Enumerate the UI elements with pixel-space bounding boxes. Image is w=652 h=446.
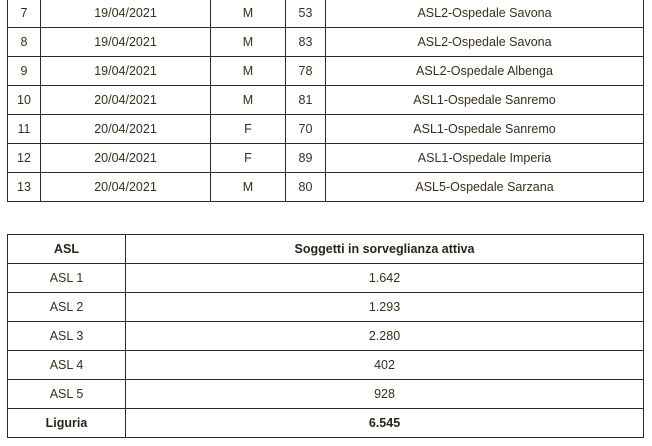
age-cell: 53 [286,0,326,28]
table-row [8,144,644,173]
total-label-cell: Liguria [8,409,126,438]
age-cell: 70 [286,115,326,144]
date-cell: 19/04/2021 [41,57,211,86]
subjects-value-cell: 1.293 [126,293,644,322]
sex-cell: M [211,57,286,86]
table-row [8,28,644,57]
sex-cell: M [211,173,286,202]
subjects-value-cell: 928 [126,380,644,409]
row-number-cell: 13 [8,173,41,202]
date-cell: 20/04/2021 [41,173,211,202]
date-cell: 19/04/2021 [41,0,211,28]
age-cell: 80 [286,173,326,202]
place-cell: ASL1-Ospedale Sanremo [326,115,644,144]
age-cell: 83 [286,28,326,57]
place-cell: ASL2-Ospedale Savona [326,0,644,28]
table-row [8,115,644,144]
asl-cell: ASL 2 [8,293,126,322]
surveillance-table [7,234,644,438]
row-number-cell: 7 [8,0,41,28]
header-asl: ASL [8,235,126,264]
row-number-cell: 8 [8,28,41,57]
place-cell: ASL5-Ospedale Sarzana [326,173,644,202]
place-cell: ASL1-Ospedale Imperia [326,144,644,173]
header-subjects: Soggetti in sorveglianza attiva [126,235,644,264]
date-cell: 19/04/2021 [41,28,211,57]
date-cell: 20/04/2021 [41,144,211,173]
table-row [8,57,644,86]
place-cell: ASL1-Ospedale Sanremo [326,86,644,115]
sex-cell: F [211,144,286,173]
table-row [8,322,644,351]
subjects-value-cell: 402 [126,351,644,380]
subjects-value-cell: 1.642 [126,264,644,293]
age-cell: 78 [286,57,326,86]
row-number-cell: 11 [8,115,41,144]
age-cell: 81 [286,86,326,115]
asl-cell: ASL 4 [8,351,126,380]
row-number-cell: 10 [8,86,41,115]
age-cell: 89 [286,144,326,173]
table-row [8,173,644,202]
table-row [8,86,644,115]
subjects-value-cell: 2.280 [126,322,644,351]
asl-cell: ASL 3 [8,322,126,351]
asl-cell: ASL 5 [8,380,126,409]
date-cell: 20/04/2021 [41,115,211,144]
sex-cell: M [211,86,286,115]
sex-cell: M [211,28,286,57]
place-cell: ASL2-Ospedale Savona [326,28,644,57]
deaths-table [7,0,644,202]
total-value-cell: 6.545 [126,409,644,438]
table-row [8,380,644,409]
table-row [8,293,644,322]
table-header-row [8,235,644,264]
row-number-cell: 9 [8,57,41,86]
table-row [8,351,644,380]
table-row [8,264,644,293]
table-row [8,0,644,28]
total-row [8,409,644,438]
place-cell: ASL2-Ospedale Albenga [326,57,644,86]
sex-cell: F [211,115,286,144]
date-cell: 20/04/2021 [41,86,211,115]
row-number-cell: 12 [8,144,41,173]
sex-cell: M [211,0,286,28]
asl-cell: ASL 1 [8,264,126,293]
